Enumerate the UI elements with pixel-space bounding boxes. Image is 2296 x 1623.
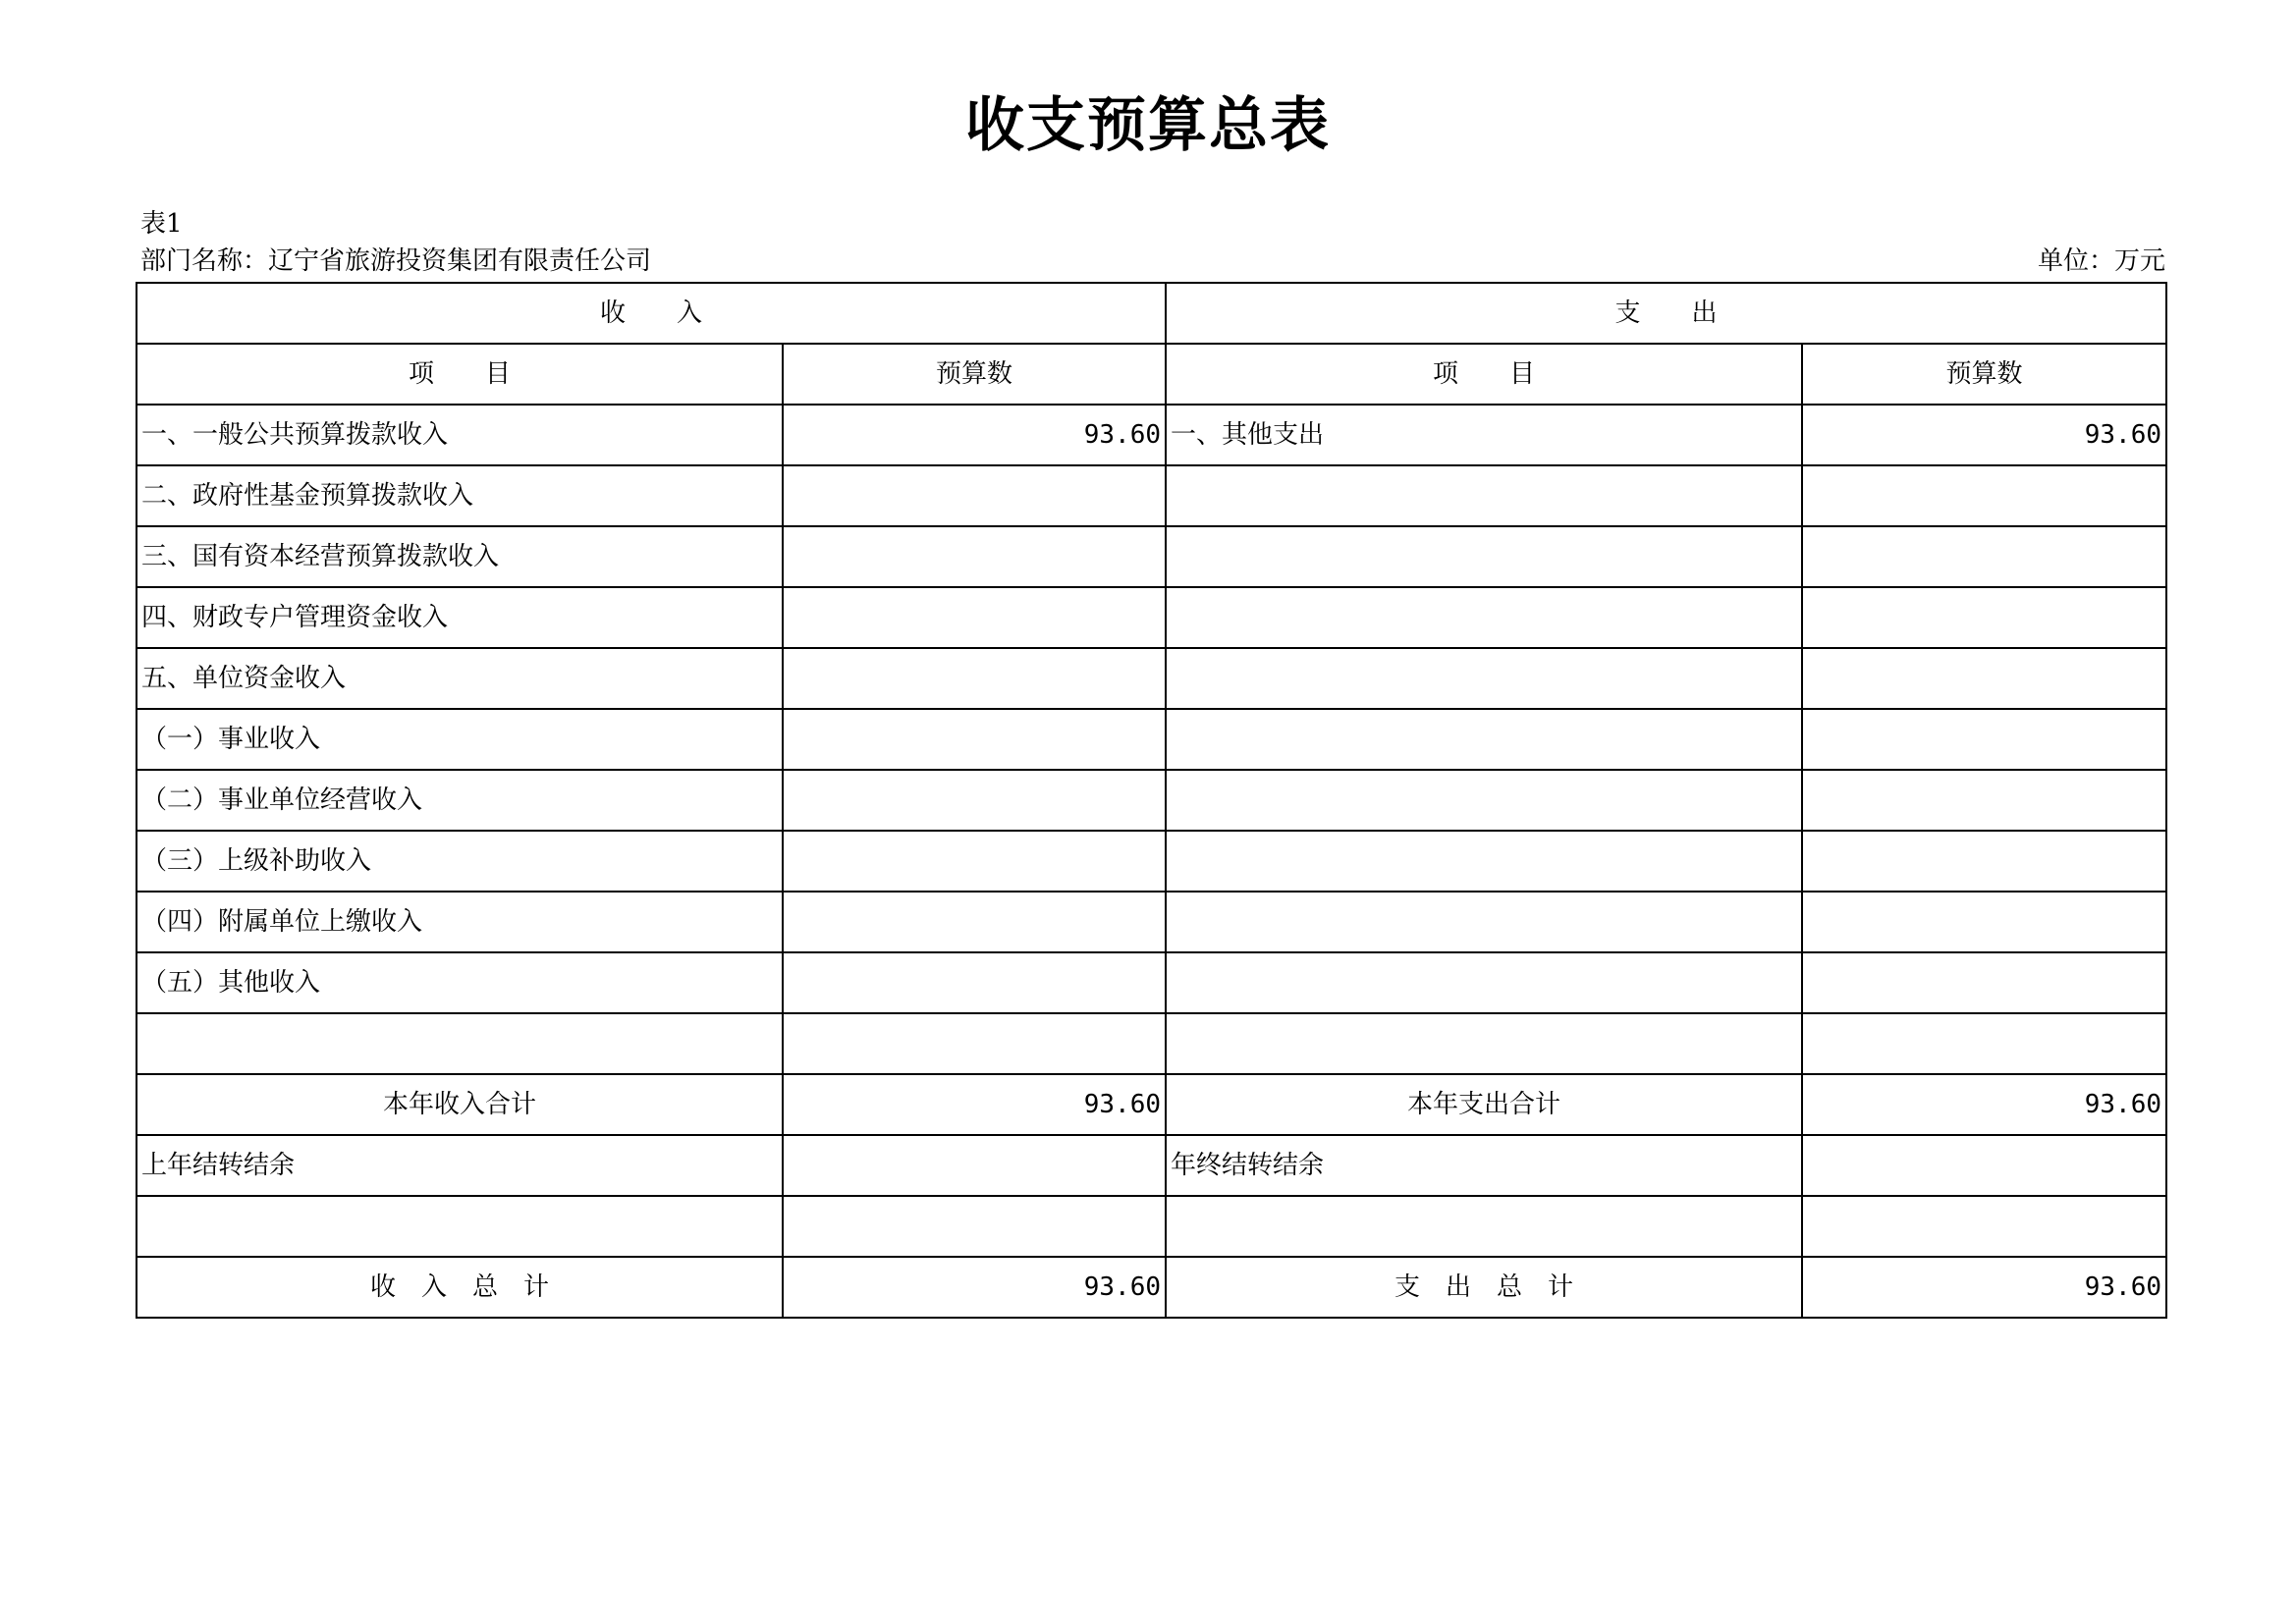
prior-year-carryover-label: 上年结转结余 xyxy=(137,1135,783,1196)
income-item-header: 项 目 xyxy=(137,344,783,405)
expense-amount xyxy=(1802,831,2166,892)
prior-year-carryover-amount xyxy=(783,1135,1166,1196)
expense-amount xyxy=(1802,709,2166,770)
unit-label: 单位：万元 xyxy=(2037,246,2165,276)
table-row xyxy=(137,405,2166,465)
expense-item xyxy=(1166,892,1802,952)
income-budget-header: 预算数 xyxy=(783,344,1166,405)
grand-total-row xyxy=(137,1257,2166,1318)
income-grand-total-amount: 93.60 xyxy=(783,1257,1166,1318)
income-grand-total-label: 收 入 总 计 xyxy=(137,1257,783,1318)
income-amount: 93.60 xyxy=(783,405,1166,465)
income-amount xyxy=(783,709,1166,770)
expense-grand-total-label: 支 出 总 计 xyxy=(1166,1257,1802,1318)
expense-section-header: 支 出 xyxy=(1166,283,2166,344)
income-item: 二、政府性基金预算拨款收入 xyxy=(137,465,783,526)
expense-item xyxy=(1166,952,1802,1013)
expense-amount xyxy=(1802,465,2166,526)
expense-item-header: 项 目 xyxy=(1166,344,1802,405)
expense-amount xyxy=(1802,648,2166,709)
blank-row xyxy=(137,1196,2166,1257)
income-item: 三、国有资本经营预算拨款收入 xyxy=(137,526,783,587)
table-row xyxy=(137,648,2166,709)
table-row xyxy=(137,952,2166,1013)
expense-item xyxy=(1166,831,1802,892)
income-item: 四、财政专户管理资金收入 xyxy=(137,587,783,648)
expense-amount xyxy=(1802,1013,2166,1074)
expense-budget-header: 预算数 xyxy=(1802,344,2166,405)
income-amount xyxy=(783,1013,1166,1074)
income-amount xyxy=(783,587,1166,648)
table-row xyxy=(137,892,2166,952)
income-item: （一）事业收入 xyxy=(137,709,783,770)
income-amount xyxy=(783,952,1166,1013)
income-amount xyxy=(783,831,1166,892)
income-amount xyxy=(783,526,1166,587)
carryover-row xyxy=(137,1135,2166,1196)
year-income-total-label: 本年收入合计 xyxy=(137,1074,783,1135)
expense-item: 一、其他支出 xyxy=(1166,405,1802,465)
blank-cell xyxy=(137,1196,783,1257)
expense-amount xyxy=(1802,770,2166,831)
expense-amount xyxy=(1802,952,2166,1013)
table-row xyxy=(137,1013,2166,1074)
expense-item xyxy=(1166,648,1802,709)
table-row xyxy=(137,587,2166,648)
income-amount xyxy=(783,465,1166,526)
expense-item xyxy=(1166,770,1802,831)
column-header-row xyxy=(137,344,2166,405)
expense-amount xyxy=(1802,892,2166,952)
income-item: 五、单位资金收入 xyxy=(137,648,783,709)
year-expense-total-amount: 93.60 xyxy=(1802,1074,2166,1135)
blank-cell xyxy=(1166,1196,1802,1257)
year-end-carryover-amount xyxy=(1802,1135,2166,1196)
year-income-total-amount: 93.60 xyxy=(783,1074,1166,1135)
income-item: （四）附属单位上缴收入 xyxy=(137,892,783,952)
expense-item xyxy=(1166,526,1802,587)
table-row xyxy=(137,770,2166,831)
expense-item xyxy=(1166,709,1802,770)
income-amount xyxy=(783,648,1166,709)
section-header-row xyxy=(137,283,2166,344)
income-item: （二）事业单位经营收入 xyxy=(137,770,783,831)
table-row xyxy=(137,831,2166,892)
expense-amount xyxy=(1802,587,2166,648)
income-item: （五）其他收入 xyxy=(137,952,783,1013)
expense-item xyxy=(1166,1013,1802,1074)
year-expense-total-label: 本年支出合计 xyxy=(1166,1074,1802,1135)
income-item: （三）上级补助收入 xyxy=(137,831,783,892)
table-row xyxy=(137,526,2166,587)
expense-item xyxy=(1166,587,1802,648)
expense-amount xyxy=(1802,526,2166,587)
page-title: 收支预算总表 xyxy=(965,91,1331,160)
year-end-carryover-label: 年终结转结余 xyxy=(1166,1135,1802,1196)
year-total-row xyxy=(137,1074,2166,1135)
department-name: 部门名称：辽宁省旅游投资集团有限责任公司 xyxy=(140,246,652,276)
income-item: 一、一般公共预算拨款收入 xyxy=(137,405,783,465)
budget-table xyxy=(136,282,2167,1319)
income-amount xyxy=(783,892,1166,952)
income-section-header: 收 入 xyxy=(137,283,1166,344)
income-amount xyxy=(783,770,1166,831)
expense-item xyxy=(1166,465,1802,526)
expense-grand-total-amount: 93.60 xyxy=(1802,1257,2166,1318)
blank-cell xyxy=(1802,1196,2166,1257)
table-number: 表1 xyxy=(140,209,183,239)
table-row xyxy=(137,465,2166,526)
expense-amount: 93.60 xyxy=(1802,405,2166,465)
blank-cell xyxy=(783,1196,1166,1257)
table-row xyxy=(137,709,2166,770)
income-item xyxy=(137,1013,783,1074)
